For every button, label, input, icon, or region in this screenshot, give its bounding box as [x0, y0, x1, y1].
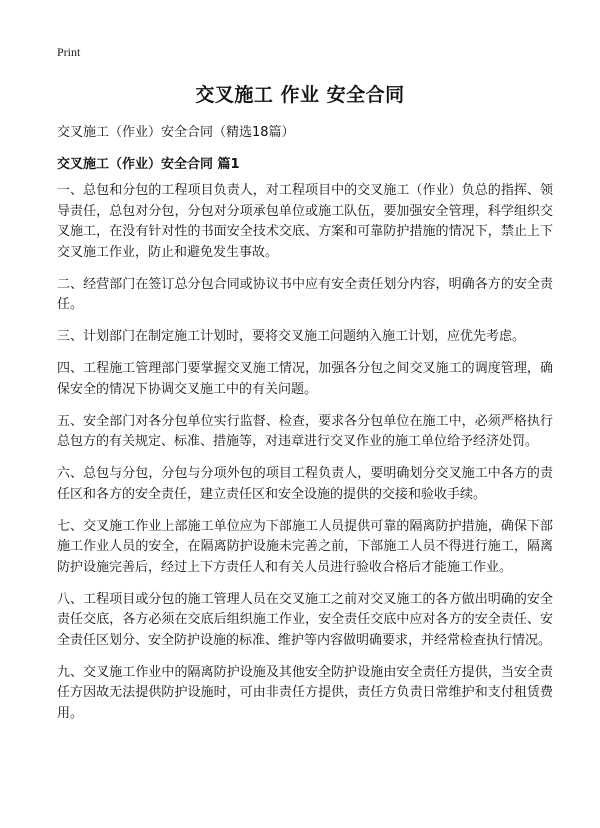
document-subtitle: 交叉施工（作业）安全合同（精选18篇）: [57, 125, 295, 140]
paragraph-1: 一、总包和分包的工程项目负责人，对工程项目中的交叉施工（作业）负总的指挥、领导责任，总包对分包，分包对分项承包单位或施工队伍，要加强安全管理，科学组织交叉施工，在没有针对性的书面安全技术交底、方案和可靠防护措施的情况下，禁止上下交叉施工作业，防止和避免发生事故。: [57, 183, 553, 260]
paragraph-4: 四、工程施工管理部门要掌握交叉施工情况，加强各分包之间交叉施工的调度管理，确保安全的情况下协调交叉施工中的有关问题。: [57, 361, 553, 397]
paragraph-7: 七、交叉施工作业上部施工单位应为下部施工人员提供可靠的隔离防护措施，确保下部施工作业人员的安全，在隔离防护设施未完善之前，下部施工人员不得进行施工，隔离防护设施完善后，经过上下方责任人和有关人员进行验收合格后才能施工作业。: [57, 518, 553, 575]
paragraph-2: 二、经营部门在签订总分包合同或协议书中应有安全责任划分内容，明确各方的安全责任。: [57, 276, 553, 312]
document-body: [57, 181, 553, 736]
print-label: Print: [57, 45, 81, 59]
paragraph-9: 九、交叉施工作业中的隔离防护设施及其他安全防护设施由安全责任方提供，当安全责任方因故无法提供防护设施时，可由非责任方提供，责任方负责日常维护和支付租赁费用。: [57, 664, 553, 721]
paragraph-8: 八、工程项目或分包的施工管理人员在交叉施工之前对交叉施工的各方做出明确的安全责任交底，各方必须在交底后组织施工作业，安全责任交底中应对各方的安全责任、安全责任区划分、安全防护设施的标准、维护等内容做明确要求，并经常检查执行情况。: [57, 591, 553, 648]
paragraph-6: 六、总包与分包，分包与分项外包的项目工程负责人，要明确划分交叉施工中各方的责任区和各方的安全责任，建立责任区和安全设施的提供的交接和验收手续。: [57, 466, 553, 502]
paragraph-3: 三、计划部门在制定施工计划时，要将交叉施工问题纳入施工计划，应优先考虑。: [57, 329, 526, 344]
paragraph-5: 五、安全部门对各分包单位实行监督、检查，要求各分包单位在施工中，必须严格执行总包方的有关规定、标准、措施等，对违章进行交叉作业的施工单位给予经济处罚。: [57, 413, 553, 449]
document-title: 交叉施工 作业 安全合同: [195, 84, 405, 106]
section-heading: 交叉施工（作业）安全合同 篇1: [57, 157, 240, 172]
